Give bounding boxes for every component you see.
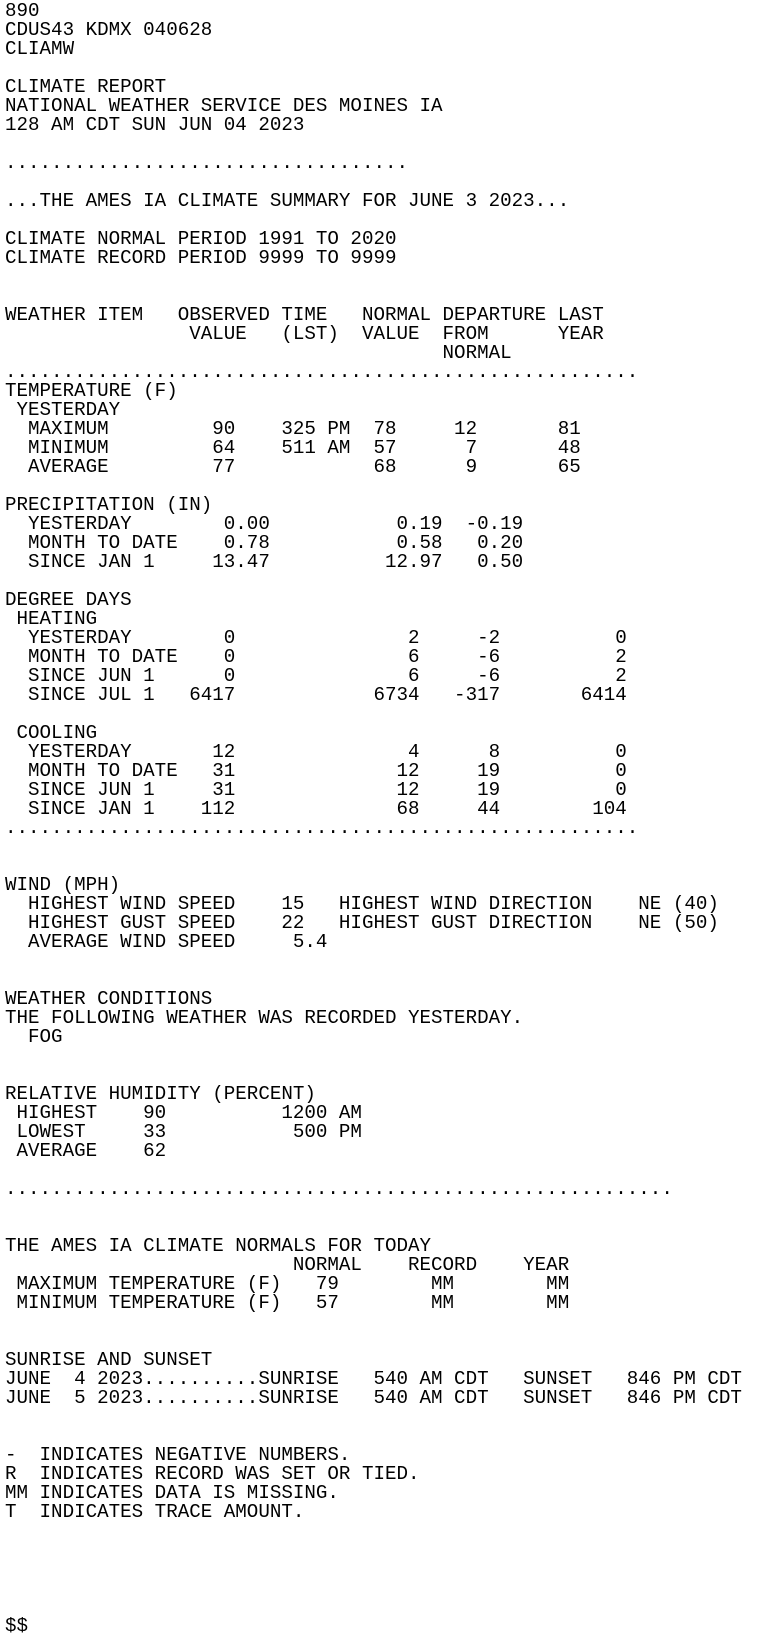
report-line: YESTERDAY 0.00 0.19 -0.19 — [5, 513, 524, 535]
report-line: WEATHER ITEM OBSERVED TIME NORMAL DEPARTURE LAST — [5, 304, 604, 326]
report-line: PRECIPITATION (IN) — [5, 494, 213, 516]
report-line: ....................................................... — [5, 361, 639, 383]
report-line: MAXIMUM 90 325 PM 78 12 81 — [5, 418, 581, 440]
report-line: MINIMUM TEMPERATURE (F) 57 MM MM — [5, 1292, 570, 1314]
report-line — [5, 268, 778, 287]
report-line: NORMAL — [5, 342, 512, 364]
report-line: MAXIMUM TEMPERATURE (F) 79 MM MM — [5, 1273, 570, 1295]
report-line: VALUE (LST) VALUE FROM YEAR — [5, 323, 604, 345]
report-line: YESTERDAY 12 4 8 0 — [5, 741, 627, 763]
report-line: - INDICATES NEGATIVE NUMBERS. — [5, 1444, 351, 1466]
report-line: HEATING — [5, 608, 98, 630]
report-line: SINCE JUN 1 31 12 19 0 — [5, 779, 627, 801]
report-line: SINCE JUL 1 6417 6734 -317 6414 — [5, 684, 627, 706]
report-line: MONTH TO DATE 0.78 0.58 0.20 — [5, 532, 524, 554]
report-line: COOLING — [5, 722, 98, 744]
report-line — [5, 857, 778, 876]
report-line — [5, 1579, 778, 1598]
report-line: SINCE JAN 1 112 68 44 104 — [5, 798, 627, 820]
report-line: YESTERDAY 0 2 -2 0 — [5, 627, 627, 649]
report-line: T INDICATES TRACE AMOUNT. — [5, 1501, 305, 1523]
report-line: CLIAMW — [5, 38, 75, 60]
report-line: MONTH TO DATE 31 12 19 0 — [5, 760, 627, 782]
report-line — [5, 1313, 778, 1332]
report-line: SUNRISE AND SUNSET — [5, 1349, 213, 1371]
report-line — [5, 1560, 778, 1579]
report-line: HIGHEST GUST SPEED 22 HIGHEST GUST DIRECTION NE (50) — [5, 912, 719, 934]
report-line: THE FOLLOWING WEATHER WAS RECORDED YESTERDAY. — [5, 1007, 524, 1029]
report-line: CDUS43 KDMX 040628 — [5, 19, 213, 41]
report-line: RELATIVE HUMIDITY (PERCENT) — [5, 1083, 316, 1105]
report-line: LOWEST 33 500 PM — [5, 1121, 362, 1143]
report-line: CLIMATE RECORD PERIOD 9999 TO 9999 — [5, 247, 397, 269]
report-line — [5, 1598, 778, 1617]
report-line — [5, 1199, 778, 1218]
report-line: ....................................................... — [5, 817, 639, 839]
report-line: YESTERDAY — [5, 399, 121, 421]
report-line: AVERAGE WIND SPEED 5.4 — [5, 931, 328, 953]
report-line: THE AMES IA CLIMATE NORMALS FOR TODAY — [5, 1235, 432, 1257]
report-line: FOG — [5, 1026, 63, 1048]
report-line: CLIMATE REPORT — [5, 76, 167, 98]
report-line: ...THE AMES IA CLIMATE SUMMARY FOR JUNE 3 2023... — [5, 190, 570, 212]
report-line: SINCE JAN 1 13.47 12.97 0.50 — [5, 551, 524, 573]
report-line: MM INDICATES DATA IS MISSING. — [5, 1482, 339, 1504]
report-line: WIND (MPH) — [5, 874, 121, 896]
report-line: MONTH TO DATE 0 6 -6 2 — [5, 646, 627, 668]
report-line: R INDICATES RECORD WAS SET OR TIED. — [5, 1463, 420, 1485]
report-line: MINIMUM 64 511 AM 57 7 48 — [5, 437, 581, 459]
report-line: AVERAGE 77 68 9 65 — [5, 456, 581, 478]
report-line: HIGHEST WIND SPEED 15 HIGHEST WIND DIRECTION NE (40) — [5, 893, 719, 915]
report-line: SINCE JUN 1 0 6 -6 2 — [5, 665, 627, 687]
report-line: NORMAL RECORD YEAR — [5, 1254, 570, 1276]
report-line — [5, 705, 778, 724]
report-line — [5, 1522, 778, 1541]
report-line: 890 — [5, 0, 40, 22]
report-line — [5, 1408, 778, 1427]
report-line: JUNE 5 2023..........SUNRISE 540 AM CDT SUNSET 846 PM CDT — [5, 1387, 742, 1409]
report-line: 128 AM CDT SUN JUN 04 2023 — [5, 114, 305, 136]
report-line: JUNE 4 2023..........SUNRISE 540 AM CDT SUNSET 846 PM CDT — [5, 1368, 742, 1390]
report-line: NATIONAL WEATHER SERVICE DES MOINES IA — [5, 95, 443, 117]
report-line — [5, 1047, 778, 1066]
report-line: CLIMATE NORMAL PERIOD 1991 TO 2020 — [5, 228, 397, 250]
report-line: ................................... — [5, 152, 409, 174]
report-line: WEATHER CONDITIONS — [5, 988, 213, 1010]
report-line: TEMPERATURE (F) — [5, 380, 178, 402]
report-line — [5, 1541, 778, 1560]
report-line: .......................................................... — [5, 1178, 673, 1200]
report-line: AVERAGE 62 — [5, 1140, 167, 1162]
report-line: $$ — [5, 1615, 29, 1637]
report-line — [5, 838, 778, 857]
report-line: HIGHEST 90 1200 AM — [5, 1102, 362, 1124]
report-line: DEGREE DAYS — [5, 589, 132, 611]
report-line — [5, 952, 778, 971]
